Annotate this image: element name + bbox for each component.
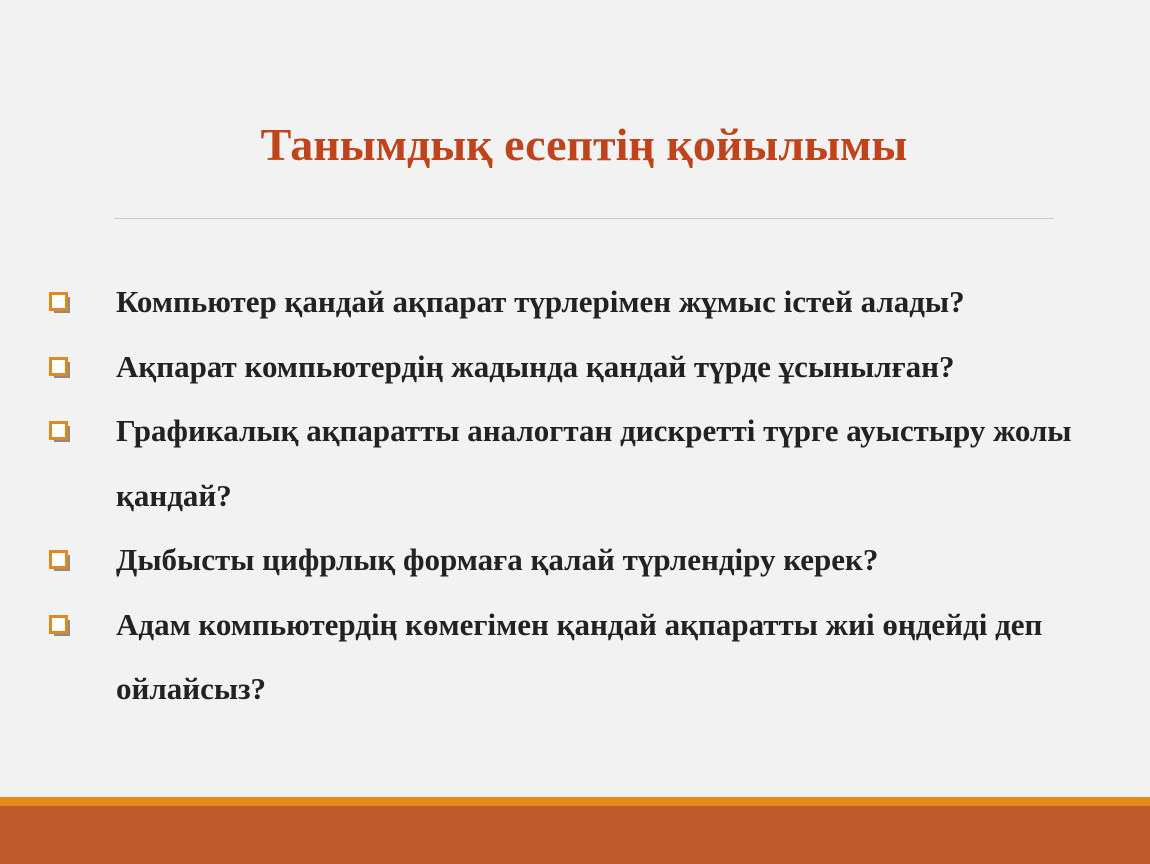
- bullet-item: [0, 528, 1150, 593]
- checkbox-icon: [49, 615, 71, 637]
- bullet-item: [0, 270, 1150, 335]
- slide-title: Танымдық есептің қойылымы: [260, 119, 908, 170]
- bullet-text: Адам компьютердің көмегімен қандай ақпаратты жиі өңдейді деп ойлайсыз?: [116, 606, 1043, 706]
- bullet-text: Дыбысты цифрлық формаға қалай түрлендіру керек?: [116, 542, 879, 577]
- checkbox-icon: [49, 292, 71, 314]
- bullet-item: [0, 335, 1150, 400]
- bottom-band: [0, 806, 1150, 864]
- bullet-text: Графикалық ақпаратты аналогтан дискретті түрге ауыстыру жолы қандай?: [116, 413, 1072, 513]
- bullet-item: [0, 399, 1150, 528]
- bottom-accent-stripe: [0, 797, 1150, 806]
- bullet-text: Компьютер қандай ақпарат түрлерімен жұмыс істей алады?: [116, 284, 965, 319]
- bullet-item: [0, 593, 1150, 722]
- title-divider: [114, 218, 1054, 219]
- bullet-list: [0, 270, 1150, 722]
- checkbox-icon: [49, 357, 71, 379]
- bullet-text: Ақпарат компьютердің жадында қандай түрде ұсынылған?: [116, 348, 955, 384]
- checkbox-icon: [49, 421, 71, 443]
- checkbox-icon: [49, 550, 71, 572]
